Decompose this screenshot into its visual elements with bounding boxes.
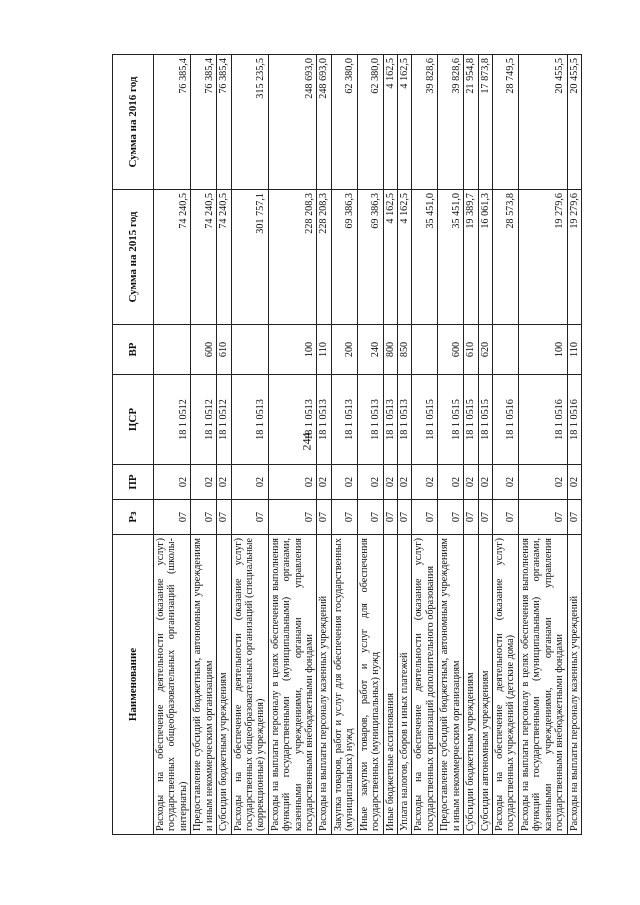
table-header-row bbox=[113, 55, 154, 835]
cell-sum-2016: 20 455,5 bbox=[567, 55, 581, 190]
cell-csr: 18 1 0513 bbox=[317, 375, 331, 465]
table-row bbox=[231, 55, 268, 835]
cell-sum-2016: 76 385,4 bbox=[154, 55, 191, 190]
cell-sum-2016: 4 162,5 bbox=[383, 55, 397, 190]
cell-name: Субсидии бюджетным учреждениям bbox=[464, 535, 478, 835]
cell-vr bbox=[492, 325, 518, 375]
table-row bbox=[191, 55, 217, 835]
table-row bbox=[438, 55, 464, 835]
cell-csr: 18 1 0516 bbox=[567, 375, 581, 465]
table-row bbox=[357, 55, 383, 835]
cell-sum-2016: 28 749,5 bbox=[492, 55, 518, 190]
cell-vr: 600 bbox=[438, 325, 464, 375]
budget-table bbox=[112, 54, 582, 835]
cell-sum-2015: 69 386,3 bbox=[357, 190, 383, 325]
rotated-table-container bbox=[112, 55, 580, 835]
cell-rz: 07 bbox=[154, 500, 191, 535]
cell-rz: 07 bbox=[191, 500, 217, 535]
table-row bbox=[478, 55, 492, 835]
table-row bbox=[383, 55, 397, 835]
cell-vr: 850 bbox=[398, 325, 412, 375]
header-csr: ЦСР bbox=[113, 375, 154, 465]
cell-sum-2016: 62 380,0 bbox=[357, 55, 383, 190]
cell-sum-2015: 228 208,3 bbox=[317, 190, 331, 325]
cell-vr: 100 bbox=[518, 325, 567, 375]
cell-sum-2015: 69 386,3 bbox=[331, 190, 357, 325]
cell-name: Расходы на обеспечение деятельности (оказание услуг) государственных организаций дополнительного образования bbox=[412, 535, 438, 835]
cell-sum-2016: 62 380,0 bbox=[331, 55, 357, 190]
cell-name: Расходы на выплаты персоналу казенных учреждений bbox=[567, 535, 581, 835]
cell-rz: 07 bbox=[331, 500, 357, 535]
cell-csr: 18 1 0512 bbox=[191, 375, 217, 465]
cell-rz: 07 bbox=[464, 500, 478, 535]
cell-sum-2016: 4 162,5 bbox=[398, 55, 412, 190]
cell-pr: 02 bbox=[217, 465, 231, 500]
cell-rz: 07 bbox=[518, 500, 567, 535]
header-vr: ВР bbox=[113, 325, 154, 375]
cell-csr: 18 1 0515 bbox=[438, 375, 464, 465]
cell-vr: 240 bbox=[357, 325, 383, 375]
cell-pr: 02 bbox=[154, 465, 191, 500]
cell-sum-2016: 39 828,6 bbox=[412, 55, 438, 190]
cell-rz: 07 bbox=[217, 500, 231, 535]
cell-csr: 18 1 0512 bbox=[154, 375, 191, 465]
cell-csr: 18 1 0515 bbox=[464, 375, 478, 465]
cell-sum-2015: 4 162,5 bbox=[383, 190, 397, 325]
table-row bbox=[154, 55, 191, 835]
table-body bbox=[154, 55, 582, 835]
cell-name: Расходы на обеспечение деятельности (оказание услуг) государственных учреждений (детские дома) bbox=[492, 535, 518, 835]
cell-csr: 18 1 0513 bbox=[398, 375, 412, 465]
cell-sum-2015: 228 208,3 bbox=[268, 190, 317, 325]
cell-rz: 07 bbox=[398, 500, 412, 535]
cell-sum-2015: 74 240,5 bbox=[191, 190, 217, 325]
cell-vr: 110 bbox=[317, 325, 331, 375]
cell-csr: 18 1 0513 bbox=[357, 375, 383, 465]
cell-csr: 18 1 0516 bbox=[518, 375, 567, 465]
cell-rz: 07 bbox=[567, 500, 581, 535]
cell-sum-2016: 76 385,4 bbox=[191, 55, 217, 190]
cell-vr: 100 bbox=[268, 325, 317, 375]
cell-pr: 02 bbox=[383, 465, 397, 500]
cell-name: Расходы на выплаты персоналу в целях обеспечения выполнения функций государственными (муниципальными) органами, казенными учреждениями, органами управления государственными внебюджетными фондами bbox=[268, 535, 317, 835]
cell-rz: 07 bbox=[383, 500, 397, 535]
table-row bbox=[398, 55, 412, 835]
cell-rz: 07 bbox=[478, 500, 492, 535]
cell-csr: 18 1 0513 bbox=[268, 375, 317, 465]
cell-pr: 02 bbox=[191, 465, 217, 500]
cell-vr: 610 bbox=[217, 325, 231, 375]
cell-name: Уплата налогов, сборов и иных платежей bbox=[398, 535, 412, 835]
cell-pr: 02 bbox=[331, 465, 357, 500]
cell-name: Расходы на выплаты персоналу казенных учреждений bbox=[317, 535, 331, 835]
cell-sum-2016: 39 828,6 bbox=[438, 55, 464, 190]
cell-pr: 02 bbox=[478, 465, 492, 500]
cell-rz: 07 bbox=[412, 500, 438, 535]
table-row bbox=[331, 55, 357, 835]
cell-sum-2015: 74 240,5 bbox=[217, 190, 231, 325]
table-row bbox=[412, 55, 438, 835]
cell-csr: 18 1 0513 bbox=[331, 375, 357, 465]
header-name: Наименование bbox=[113, 535, 154, 835]
cell-rz: 07 bbox=[492, 500, 518, 535]
cell-name: Расходы на обеспечение деятельности (оказание услуг) государственных общеобразовательных организаций (школы-интернаты) bbox=[154, 535, 191, 835]
cell-pr: 02 bbox=[518, 465, 567, 500]
table-row bbox=[567, 55, 581, 835]
cell-vr: 600 bbox=[191, 325, 217, 375]
cell-vr: 200 bbox=[331, 325, 357, 375]
cell-sum-2016: 17 873,8 bbox=[478, 55, 492, 190]
cell-sum-2015: 28 573,8 bbox=[492, 190, 518, 325]
header-sum-2016: Сумма на 2016 год bbox=[113, 55, 154, 190]
cell-pr: 02 bbox=[268, 465, 317, 500]
cell-name: Расходы на обеспечение деятельности (оказание услуг) государственных общеобразовательных организаций (специальные (коррекционные) учреждения) bbox=[231, 535, 268, 835]
cell-name: Расходы на выплаты персоналу в целях обеспечения выполнения функций государственными (муниципальными) органами, казенными учреждениями, органами управления государственными внебюджетными фондами bbox=[518, 535, 567, 835]
cell-rz: 07 bbox=[438, 500, 464, 535]
cell-pr: 02 bbox=[398, 465, 412, 500]
cell-pr: 02 bbox=[317, 465, 331, 500]
cell-sum-2016: 248 693,0 bbox=[317, 55, 331, 190]
cell-vr: 620 bbox=[478, 325, 492, 375]
cell-sum-2016: 248 693,0 bbox=[268, 55, 317, 190]
cell-pr: 02 bbox=[567, 465, 581, 500]
cell-csr: 18 1 0516 bbox=[492, 375, 518, 465]
cell-csr: 18 1 0513 bbox=[383, 375, 397, 465]
cell-rz: 07 bbox=[317, 500, 331, 535]
table-row bbox=[492, 55, 518, 835]
cell-sum-2016: 21 954,8 bbox=[464, 55, 478, 190]
header-sum-2015: Сумма на 2015 год bbox=[113, 190, 154, 325]
table-row bbox=[217, 55, 231, 835]
cell-sum-2015: 35 451,0 bbox=[412, 190, 438, 325]
cell-pr: 02 bbox=[412, 465, 438, 500]
cell-name: Иные бюджетные ассигнования bbox=[383, 535, 397, 835]
cell-csr: 18 1 0512 bbox=[217, 375, 231, 465]
cell-csr: 18 1 0513 bbox=[231, 375, 268, 465]
cell-sum-2015: 301 757,1 bbox=[231, 190, 268, 325]
cell-name: Закупка товаров, работ и услуг для обеспечения государственных (муниципальных) нужд bbox=[331, 535, 357, 835]
cell-csr: 18 1 0515 bbox=[478, 375, 492, 465]
cell-pr: 02 bbox=[492, 465, 518, 500]
cell-vr bbox=[231, 325, 268, 375]
table-row bbox=[268, 55, 317, 835]
cell-vr: 800 bbox=[383, 325, 397, 375]
table-row bbox=[464, 55, 478, 835]
cell-rz: 07 bbox=[268, 500, 317, 535]
cell-name: Субсидии автономным учреждениям bbox=[478, 535, 492, 835]
cell-vr: 610 bbox=[464, 325, 478, 375]
cell-name: Предоставление субсидий бюджетным, автономным учреждениям и иным некоммерческим организациям bbox=[438, 535, 464, 835]
cell-pr: 02 bbox=[231, 465, 268, 500]
cell-pr: 02 bbox=[464, 465, 478, 500]
table-row bbox=[317, 55, 331, 835]
cell-pr: 02 bbox=[438, 465, 464, 500]
page-number: 244 bbox=[299, 432, 314, 451]
cell-csr: 18 1 0515 bbox=[412, 375, 438, 465]
cell-sum-2015: 19 279,6 bbox=[567, 190, 581, 325]
cell-sum-2015: 16 061,3 bbox=[478, 190, 492, 325]
cell-rz: 07 bbox=[357, 500, 383, 535]
cell-sum-2016: 20 455,5 bbox=[518, 55, 567, 190]
cell-vr: 110 bbox=[567, 325, 581, 375]
cell-sum-2015: 4 162,5 bbox=[398, 190, 412, 325]
table-row bbox=[518, 55, 567, 835]
cell-name: Предоставление субсидий бюджетным, автономным учреждениям и иным некоммерческим организациям bbox=[191, 535, 217, 835]
cell-vr bbox=[154, 325, 191, 375]
cell-sum-2016: 315 235,5 bbox=[231, 55, 268, 190]
cell-sum-2015: 35 451,0 bbox=[438, 190, 464, 325]
cell-pr: 02 bbox=[357, 465, 383, 500]
cell-vr bbox=[412, 325, 438, 375]
cell-sum-2016: 76 385,4 bbox=[217, 55, 231, 190]
cell-rz: 07 bbox=[231, 500, 268, 535]
header-rz: Рз bbox=[113, 500, 154, 535]
cell-name: Иные закупки товаров, работ и услуг для обеспечения государственных (муниципальных) нужд bbox=[357, 535, 383, 835]
cell-sum-2015: 19 279,6 bbox=[518, 190, 567, 325]
cell-sum-2015: 74 240,5 bbox=[154, 190, 191, 325]
header-pr: ПР bbox=[113, 465, 154, 500]
cell-name: Субсидии бюджетным учреждениям bbox=[217, 535, 231, 835]
cell-sum-2015: 19 389,7 bbox=[464, 190, 478, 325]
